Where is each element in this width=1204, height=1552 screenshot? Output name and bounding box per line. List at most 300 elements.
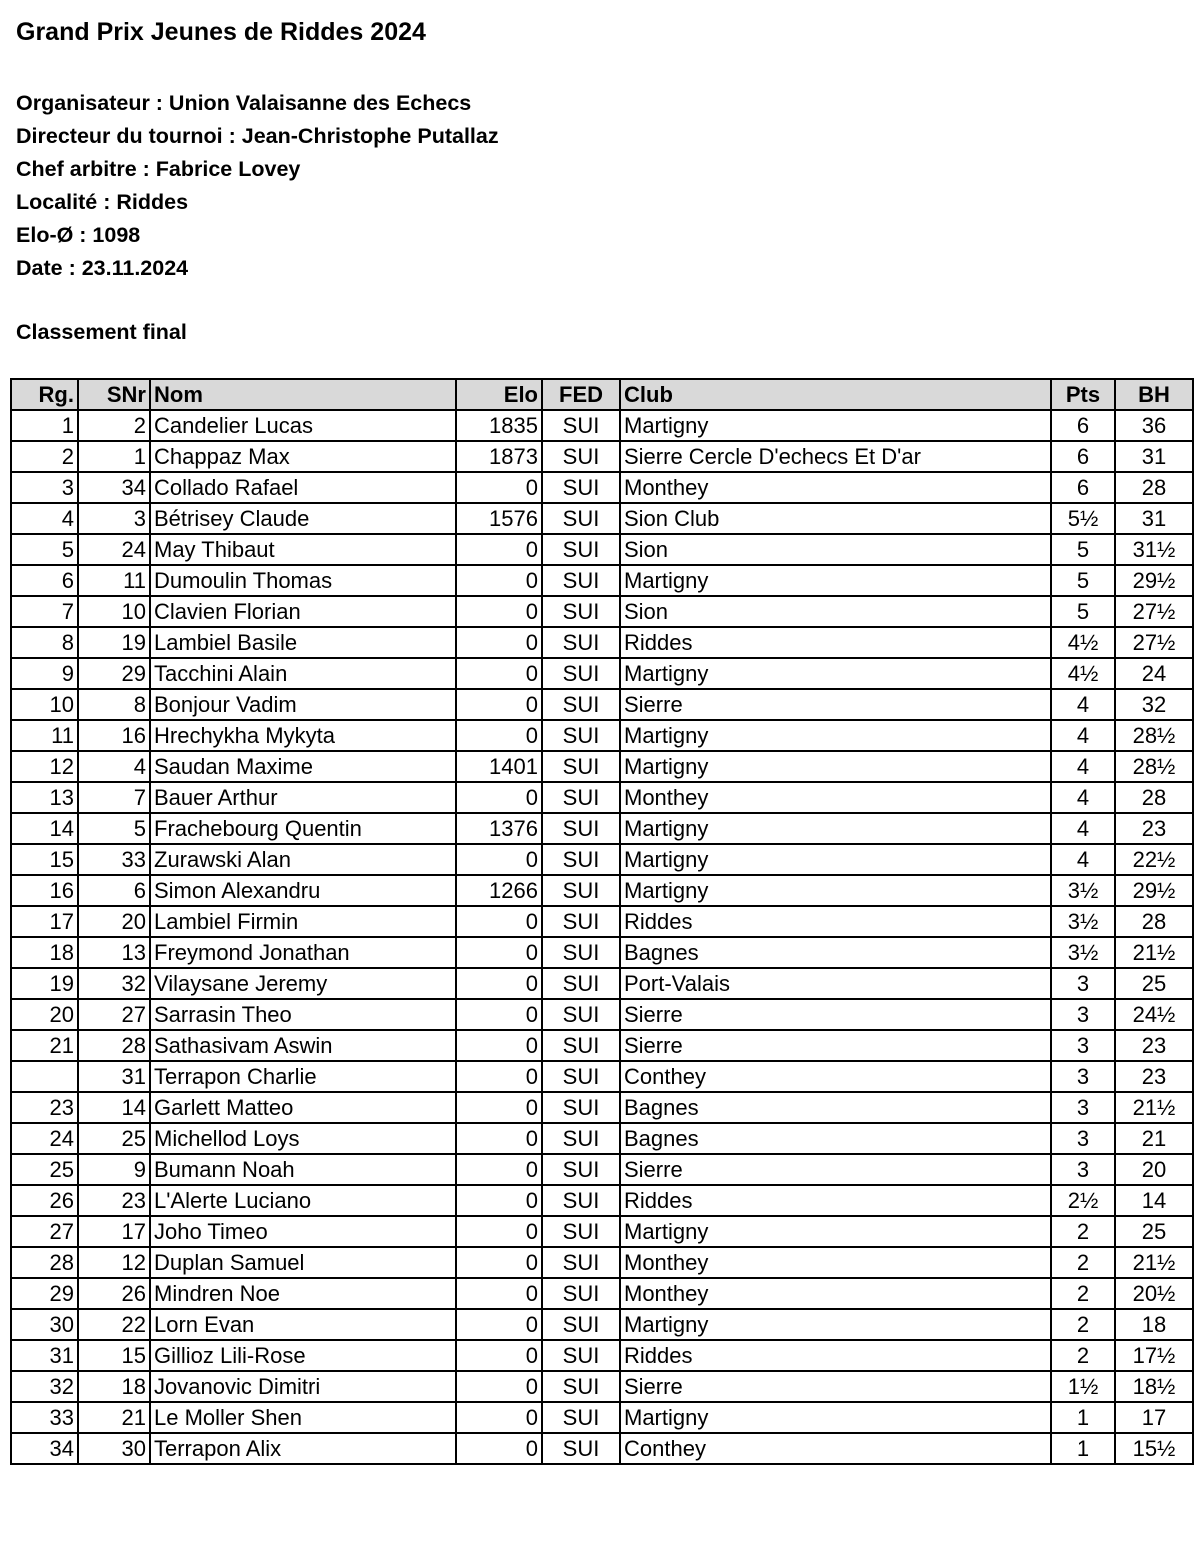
start-number-cell: 24 [78,534,150,565]
table-row [11,441,1193,472]
name-cell: May Thibaut [150,534,456,565]
elo-cell: 0 [456,1092,542,1123]
start-number-cell: 29 [78,658,150,689]
name-cell: Dumoulin Thomas [150,565,456,596]
standings-body [11,410,1193,1464]
start-number-cell: 23 [78,1185,150,1216]
table-row [11,1340,1193,1371]
table-row [11,1061,1193,1092]
rank-cell: 12 [11,751,78,782]
federation-cell: SUI [542,906,620,937]
table-row [11,1309,1193,1340]
table-row [11,906,1193,937]
start-number-cell: 22 [78,1309,150,1340]
points-cell: 1½ [1051,1371,1115,1402]
elo-cell: 0 [456,534,542,565]
start-number-cell: 13 [78,937,150,968]
club-cell: Riddes [620,1340,1051,1371]
name-cell: Bétrisey Claude [150,503,456,534]
name-cell: Jovanovic Dimitri [150,1371,456,1402]
start-number-cell: 15 [78,1340,150,1371]
buchholz-cell: 18½ [1115,1371,1193,1402]
federation-cell: SUI [542,1030,620,1061]
club-cell: Sion [620,596,1051,627]
table-row [11,999,1193,1030]
table-row [11,720,1193,751]
federation-cell: SUI [542,751,620,782]
points-cell: 4 [1051,751,1115,782]
name-cell: Lorn Evan [150,1309,456,1340]
elo-cell: 0 [456,472,542,503]
elo-cell: 0 [456,1247,542,1278]
buchholz-cell: 21½ [1115,1247,1193,1278]
points-cell: 5 [1051,565,1115,596]
elo-cell: 0 [456,720,542,751]
elo-cell: 1576 [456,503,542,534]
column-header-federation: FED [542,379,620,410]
name-cell: Bumann Noah [150,1154,456,1185]
points-cell: 2 [1051,1340,1115,1371]
rank-cell: 2 [11,441,78,472]
rank-cell: 27 [11,1216,78,1247]
name-cell: Michellod Loys [150,1123,456,1154]
tournament-info [16,87,499,285]
club-cell: Bagnes [620,937,1051,968]
points-cell: 5 [1051,534,1115,565]
table-header-row [11,379,1193,410]
name-cell: Clavien Florian [150,596,456,627]
rank-cell: 17 [11,906,78,937]
club-cell: Martigny [620,658,1051,689]
page-title: Grand Prix Jeunes de Riddes 2024 [16,18,426,46]
buchholz-cell: 24 [1115,658,1193,689]
points-cell: 3 [1051,999,1115,1030]
start-number-cell: 4 [78,751,150,782]
federation-cell: SUI [542,472,620,503]
table-row [11,1433,1193,1464]
column-header-rank: Rg. [11,379,78,410]
start-number-cell: 25 [78,1123,150,1154]
director-line: Directeur du tournoi : Jean-Christophe Putallaz [16,124,499,148]
club-cell: Port-Valais [620,968,1051,999]
buchholz-cell: 29½ [1115,565,1193,596]
points-cell: 3½ [1051,906,1115,937]
federation-cell: SUI [542,782,620,813]
club-cell: Sierre [620,689,1051,720]
name-cell: Bauer Arthur [150,782,456,813]
start-number-cell: 9 [78,1154,150,1185]
name-cell: Candelier Lucas [150,410,456,441]
points-cell: 3 [1051,968,1115,999]
buchholz-cell: 18 [1115,1309,1193,1340]
rank-cell: 28 [11,1247,78,1278]
buchholz-cell: 20 [1115,1154,1193,1185]
elo-cell: 0 [456,1340,542,1371]
table-row [11,813,1193,844]
points-cell: 6 [1051,441,1115,472]
club-cell: Martigny [620,410,1051,441]
table-row [11,1278,1193,1309]
club-cell: Martigny [620,844,1051,875]
points-cell: 2 [1051,1278,1115,1309]
buchholz-cell: 36 [1115,410,1193,441]
buchholz-cell: 23 [1115,813,1193,844]
buchholz-cell: 21 [1115,1123,1193,1154]
elo-cell: 0 [456,1309,542,1340]
elo-cell: 1873 [456,441,542,472]
club-cell: Martigny [620,1216,1051,1247]
column-header-name: Nom [150,379,456,410]
points-cell: 3 [1051,1123,1115,1154]
rank-cell: 18 [11,937,78,968]
elo-cell: 0 [456,1433,542,1464]
elo-cell: 0 [456,658,542,689]
rank-cell: 33 [11,1402,78,1433]
federation-cell: SUI [542,813,620,844]
start-number-cell: 28 [78,1030,150,1061]
name-cell: Frachebourg Quentin [150,813,456,844]
table-row [11,472,1193,503]
points-cell: 6 [1051,410,1115,441]
table-row [11,1402,1193,1433]
start-number-cell: 11 [78,565,150,596]
club-cell: Martigny [620,1402,1051,1433]
buchholz-cell: 28 [1115,906,1193,937]
rank-cell: 31 [11,1340,78,1371]
table-row [11,937,1193,968]
table-row [11,844,1193,875]
federation-cell: SUI [542,565,620,596]
club-cell: Riddes [620,627,1051,658]
buchholz-cell: 27½ [1115,627,1193,658]
club-cell: Bagnes [620,1092,1051,1123]
federation-cell: SUI [542,534,620,565]
elo-cell: 0 [456,937,542,968]
elo-cell: 0 [456,1154,542,1185]
buchholz-cell: 21½ [1115,1092,1193,1123]
table-row [11,1216,1193,1247]
points-cell: 5½ [1051,503,1115,534]
federation-cell: SUI [542,689,620,720]
club-cell: Sion [620,534,1051,565]
club-cell: Riddes [620,906,1051,937]
arbiter-line: Chef arbitre : Fabrice Lovey [16,157,301,181]
start-number-cell: 14 [78,1092,150,1123]
federation-cell: SUI [542,658,620,689]
buchholz-cell: 17½ [1115,1340,1193,1371]
rank-cell: 5 [11,534,78,565]
federation-cell: SUI [542,1092,620,1123]
points-cell: 5 [1051,596,1115,627]
club-cell: Conthey [620,1433,1051,1464]
buchholz-cell: 20½ [1115,1278,1193,1309]
section-title: Classement final [16,320,187,344]
start-number-cell: 17 [78,1216,150,1247]
club-cell: Sierre [620,1371,1051,1402]
points-cell: 4 [1051,782,1115,813]
name-cell: Le Moller Shen [150,1402,456,1433]
elo-cell: 0 [456,906,542,937]
federation-cell: SUI [542,1433,620,1464]
club-cell: Conthey [620,1061,1051,1092]
buchholz-cell: 15½ [1115,1433,1193,1464]
name-cell: Saudan Maxime [150,751,456,782]
buchholz-cell: 23 [1115,1030,1193,1061]
points-cell: 3 [1051,1092,1115,1123]
club-cell: Monthey [620,782,1051,813]
start-number-cell: 16 [78,720,150,751]
elo-cell: 0 [456,1030,542,1061]
start-number-cell: 2 [78,410,150,441]
rank-cell: 23 [11,1092,78,1123]
rank-cell: 21 [11,1030,78,1061]
table-row [11,658,1193,689]
name-cell: Collado Rafael [150,472,456,503]
name-cell: Bonjour Vadim [150,689,456,720]
start-number-cell: 34 [78,472,150,503]
name-cell: Joho Timeo [150,1216,456,1247]
rank-cell: 7 [11,596,78,627]
elo-cell: 1835 [456,410,542,441]
table-row [11,596,1193,627]
start-number-cell: 21 [78,1402,150,1433]
club-cell: Martigny [620,565,1051,596]
table-row [11,534,1193,565]
start-number-cell: 18 [78,1371,150,1402]
buchholz-cell: 27½ [1115,596,1193,627]
start-number-cell: 1 [78,441,150,472]
federation-cell: SUI [542,875,620,906]
club-cell: Monthey [620,1278,1051,1309]
buchholz-cell: 31 [1115,441,1193,472]
points-cell: 4 [1051,844,1115,875]
start-number-cell: 30 [78,1433,150,1464]
start-number-cell: 12 [78,1247,150,1278]
rank-cell: 14 [11,813,78,844]
table-row [11,782,1193,813]
name-cell: Zurawski Alan [150,844,456,875]
table-row [11,410,1193,441]
buchholz-cell: 25 [1115,1216,1193,1247]
rank-cell: 30 [11,1309,78,1340]
elo-cell: 0 [456,1123,542,1154]
points-cell: 3½ [1051,875,1115,906]
name-cell: Gillioz Lili-Rose [150,1340,456,1371]
club-cell: Riddes [620,1185,1051,1216]
start-number-cell: 26 [78,1278,150,1309]
rank-cell: 29 [11,1278,78,1309]
name-cell: Sathasivam Aswin [150,1030,456,1061]
points-cell: 2 [1051,1216,1115,1247]
rank-cell: 34 [11,1433,78,1464]
buchholz-cell: 28 [1115,472,1193,503]
name-cell: Tacchini Alain [150,658,456,689]
elo-cell: 0 [456,1402,542,1433]
name-cell: Chappaz Max [150,441,456,472]
table-row [11,503,1193,534]
buchholz-cell: 22½ [1115,844,1193,875]
buchholz-cell: 28 [1115,782,1193,813]
club-cell: Martigny [620,813,1051,844]
start-number-cell: 3 [78,503,150,534]
column-header-points: Pts [1051,379,1115,410]
federation-cell: SUI [542,720,620,751]
club-cell: Bagnes [620,1123,1051,1154]
name-cell: L'Alerte Luciano [150,1185,456,1216]
club-cell: Sierre Cercle D'echecs Et D'ar [620,441,1051,472]
federation-cell: SUI [542,1402,620,1433]
rank-cell: 1 [11,410,78,441]
points-cell: 6 [1051,472,1115,503]
table-row [11,1247,1193,1278]
table-row [11,875,1193,906]
start-number-cell: 10 [78,596,150,627]
rank-cell: 32 [11,1371,78,1402]
date-line: Date : 23.11.2024 [16,256,189,280]
federation-cell: SUI [542,1061,620,1092]
buchholz-cell: 29½ [1115,875,1193,906]
buchholz-cell: 31½ [1115,534,1193,565]
points-cell: 4 [1051,813,1115,844]
points-cell: 2 [1051,1309,1115,1340]
club-cell: Monthey [620,1247,1051,1278]
federation-cell: SUI [542,1247,620,1278]
start-number-cell: 20 [78,906,150,937]
federation-cell: SUI [542,596,620,627]
federation-cell: SUI [542,1123,620,1154]
elo-cell: 0 [456,1371,542,1402]
location-line: Localité : Riddes [16,190,189,214]
elo-cell: 0 [456,1278,542,1309]
elo-cell: 0 [456,844,542,875]
elo-cell: 0 [456,1185,542,1216]
table-row [11,1154,1193,1185]
buchholz-cell: 23 [1115,1061,1193,1092]
federation-cell: SUI [542,1154,620,1185]
name-cell: Sarrasin Theo [150,999,456,1030]
federation-cell: SUI [542,1278,620,1309]
points-cell: 4½ [1051,658,1115,689]
name-cell: Lambiel Firmin [150,906,456,937]
federation-cell: SUI [542,441,620,472]
rank-cell: 9 [11,658,78,689]
rank-cell: 20 [11,999,78,1030]
elo-cell: 0 [456,627,542,658]
buchholz-cell: 25 [1115,968,1193,999]
buchholz-cell: 24½ [1115,999,1193,1030]
name-cell: Hrechykha Mykyta [150,720,456,751]
federation-cell: SUI [542,503,620,534]
name-cell: Duplan Samuel [150,1247,456,1278]
elo-cell: 0 [456,1061,542,1092]
points-cell: 1 [1051,1433,1115,1464]
club-cell: Sion Club [620,503,1051,534]
buchholz-cell: 21½ [1115,937,1193,968]
column-header-elo: Elo [456,379,542,410]
rank-cell: 10 [11,689,78,720]
rank-cell: 4 [11,503,78,534]
start-number-cell: 6 [78,875,150,906]
table-row [11,968,1193,999]
points-cell: 3 [1051,1030,1115,1061]
buchholz-cell: 14 [1115,1185,1193,1216]
table-row [11,1092,1193,1123]
points-cell: 4 [1051,689,1115,720]
club-cell: Sierre [620,1030,1051,1061]
rank-cell: 19 [11,968,78,999]
elo-cell: 0 [456,689,542,720]
table-row [11,627,1193,658]
table-row [11,1371,1193,1402]
points-cell: 2 [1051,1247,1115,1278]
elo-cell: 1266 [456,875,542,906]
federation-cell: SUI [542,1340,620,1371]
table-row [11,689,1193,720]
rank-cell: 11 [11,720,78,751]
club-cell: Martigny [620,720,1051,751]
club-cell: Martigny [620,751,1051,782]
table-row [11,751,1193,782]
federation-cell: SUI [542,844,620,875]
club-cell: Martigny [620,875,1051,906]
elo-cell: 1401 [456,751,542,782]
name-cell: Garlett Matteo [150,1092,456,1123]
rank-cell: 8 [11,627,78,658]
column-header-start-number: SNr [78,379,150,410]
rank-cell: 15 [11,844,78,875]
name-cell: Mindren Noe [150,1278,456,1309]
start-number-cell: 27 [78,999,150,1030]
rank-cell: 6 [11,565,78,596]
start-number-cell: 8 [78,689,150,720]
start-number-cell: 31 [78,1061,150,1092]
points-cell: 4 [1051,720,1115,751]
points-cell: 2½ [1051,1185,1115,1216]
elo-cell: 0 [456,782,542,813]
rank-cell: 26 [11,1185,78,1216]
points-cell: 3 [1051,1154,1115,1185]
points-cell: 1 [1051,1402,1115,1433]
buchholz-cell: 31 [1115,503,1193,534]
federation-cell: SUI [542,1185,620,1216]
points-cell: 3 [1051,1061,1115,1092]
buchholz-cell: 28½ [1115,751,1193,782]
rank-cell: 3 [11,472,78,503]
buchholz-cell: 17 [1115,1402,1193,1433]
federation-cell: SUI [542,627,620,658]
elo-cell: 0 [456,565,542,596]
table-row [11,1123,1193,1154]
federation-cell: SUI [542,410,620,441]
club-cell: Sierre [620,1154,1051,1185]
buchholz-cell: 28½ [1115,720,1193,751]
federation-cell: SUI [542,1309,620,1340]
elo-cell: 1376 [456,813,542,844]
federation-cell: SUI [542,937,620,968]
start-number-cell: 33 [78,844,150,875]
rank-cell: 16 [11,875,78,906]
name-cell: Terrapon Charlie [150,1061,456,1092]
column-header-buchholz: BH [1115,379,1193,410]
organiser-line: Organisateur : Union Valaisanne des Echecs [16,91,472,115]
standings-table [10,378,1194,1465]
rank-cell [11,1061,78,1092]
points-cell: 4½ [1051,627,1115,658]
elo-average-line: Elo-Ø : 1098 [16,223,141,247]
federation-cell: SUI [542,1216,620,1247]
elo-cell: 0 [456,596,542,627]
rank-cell: 13 [11,782,78,813]
